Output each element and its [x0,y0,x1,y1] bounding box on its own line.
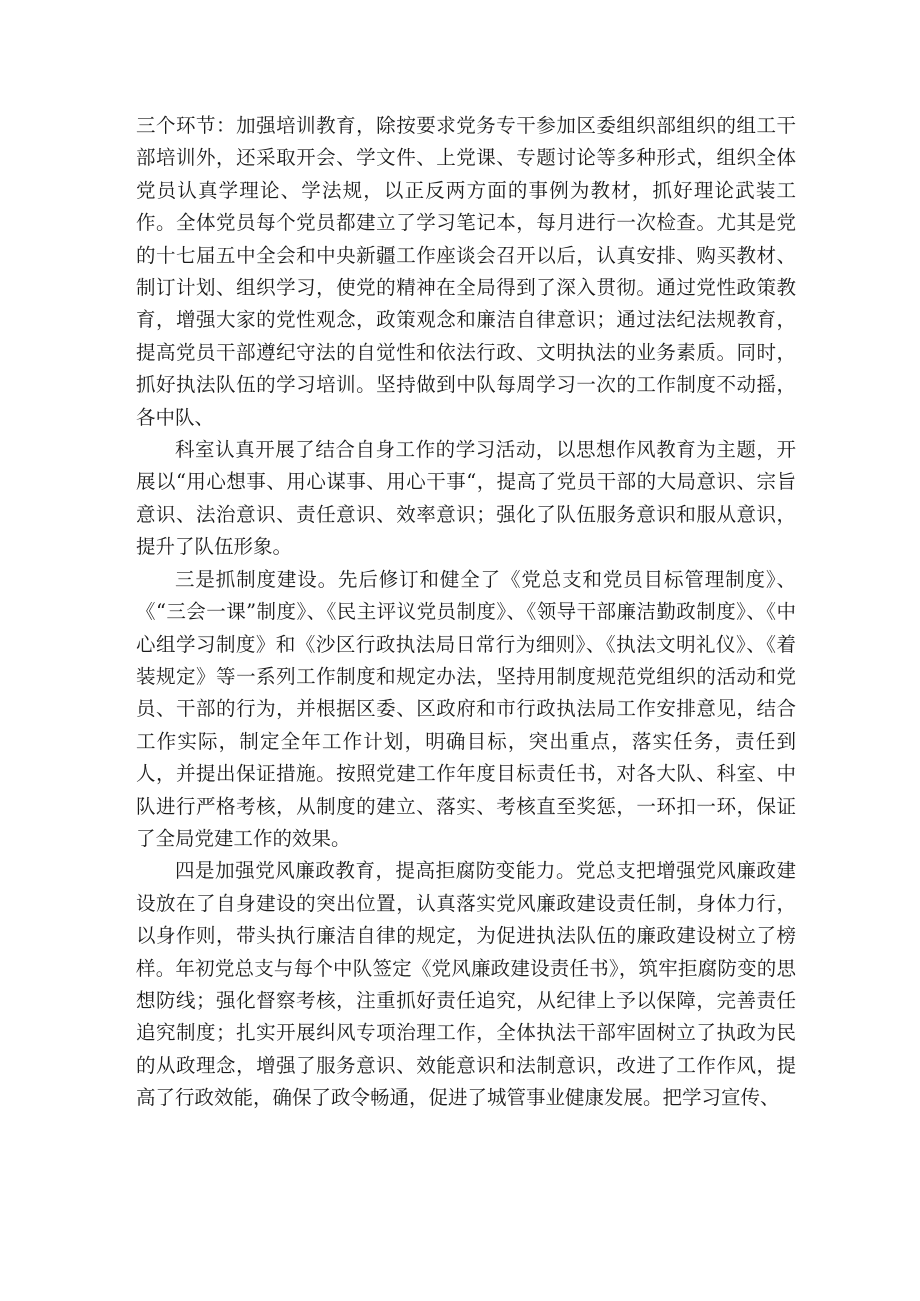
paragraph-4: 四是加强党风廉政教育，提高拒腐防变能力。党总支把增强党风廉政建设放在了自身建设的突出位置，认真落实党风廉政建设责任制，身体力行，以身作则，带头执行廉洁自律的规定，为促进执法队伍的廉政建设树立了榜样。年初党总支与每个中队签定《党风廉政建设责任书》，筑牢拒腐防变的思想防线；强化督察考核，注重抓好责任追究，从纪律上予以保障，完善责任追究制度；扎实开展纠风专项治理工作，全体执法干部牢固树立了执政为民的从政理念，增强了服务意识、效能意识和法制意识，改进了工作作风，提高了行政效能，确保了政令畅通，促进了城管事业健康发展。把学习宣传、 [136,859,796,1110]
document-body [136,110,796,1115]
paragraph-1: 三个环节：加强培训教育，除按要求党务专干参加区委组织部组织的组工干部培训外，还采取开会、学文件、上党课、专题讨论等多种形式，组织全体党员认真学理论、学法规，以正反两方面的事例为教材，抓好理论武装工作。全体党员每个党员都建立了学习笔记本，每月进行一次检查。尤其是党的十七届五中全会和中央新疆工作座谈会召开以后，认真安排、购买教材、制订计划、组织学习，使党的精神在全局得到了深入贯彻。通过党性政策教育，增强大家的党性观念，政策观念和廉洁自律意识；通过法纪法规教育，提高党员干部遵纪守法的自觉性和依法行政、文明执法的业务素质。同时，抓好执法队伍的学习培训。坚持做到中队每周学习一次的工作制度不动摇，各中队、 [136,114,796,429]
paragraph-3: 三是抓制度建设。先后修订和健全了《党总支和党员目标管理制度》、《“三会一课”制度》、《民主评议党员制度》、《领导干部廉洁勤政制度》、《中心组学习制度》和《沙区行政执法局日常行为细则》、《执法文明礼仪》、《着装规定》等一系列工作制度和规定办法，坚持用制度规范党组织的活动和党员、干部的行为，并根据区委、区政府和市行政执法局工作安排意见，结合工作实际，制定全年工作计划，明确目标，突出重点，落实任务，责任到人，并提出保证措施。按照党建工作年度目标责任书，对各大队、科室、中队进行严格考核，从制度的建立、落实、考核直至奖惩，一环扣一环，保证了全局党建工作的效果。 [136,567,796,850]
paragraph-2: 科室认真开展了结合自身工作的学习活动，以思想作风教育为主题，开展以“用心想事、用心谋事、用心干事“，提高了党员干部的大局意识、宗旨意识、法治意识、责任意识、效率意识；强化了队伍服务意识和服从意识，提升了队伍形象。 [136,438,796,559]
